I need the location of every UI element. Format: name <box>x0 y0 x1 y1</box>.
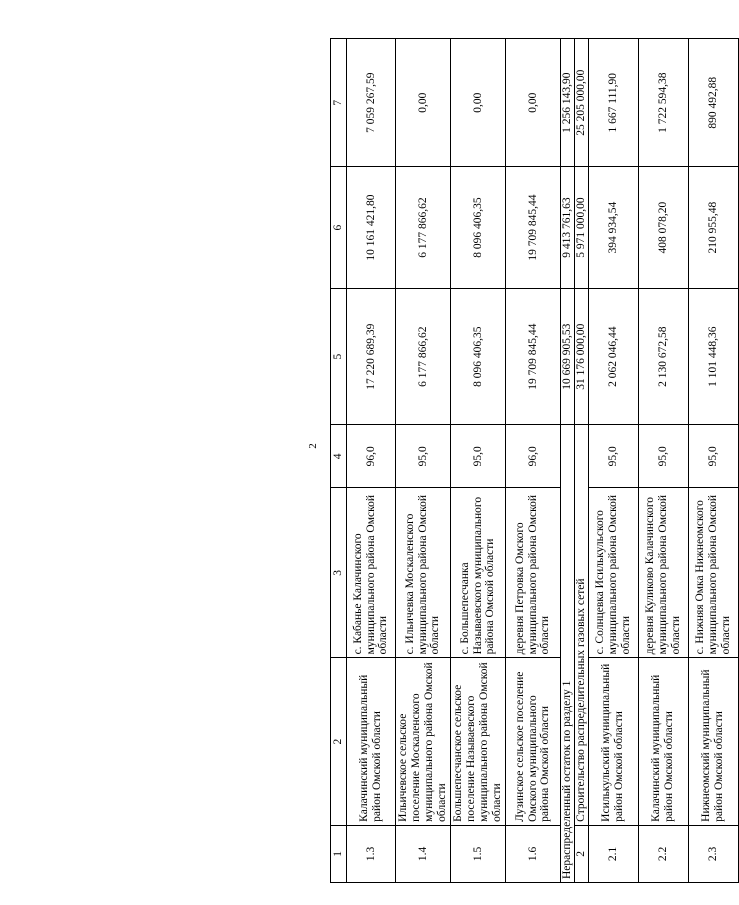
col6-cell: 10 161 421,80 <box>347 167 396 288</box>
remainder-row <box>561 39 575 883</box>
col6-cell: 6 177 866,62 <box>396 167 451 288</box>
row-number: 1.4 <box>396 825 451 882</box>
col6-cell: 19 709 845,44 <box>506 167 561 288</box>
percent-cell: 96,0 <box>506 425 561 488</box>
locality-cell: деревня Куликово Калачинского муниципального района Омской области <box>638 488 688 658</box>
total-cell: 8 096 406,35 <box>451 288 506 425</box>
col7-cell: 7 059 267,59 <box>347 39 396 167</box>
locality-cell: с. Кабанье Калачинского муниципального района Омской области <box>347 488 396 658</box>
table-row <box>506 39 561 883</box>
locality-cell: с. Нижняя Омка Нижнеомского муниципального района Омской области <box>688 488 738 658</box>
col7-cell: 1 667 111,90 <box>588 39 638 167</box>
table-row <box>347 39 396 883</box>
col6-cell: 394 934,54 <box>588 167 638 288</box>
col7-cell: 0,00 <box>451 39 506 167</box>
table-row <box>688 39 738 883</box>
header-cell: 6 <box>331 167 347 288</box>
total-cell: 1 101 448,36 <box>688 288 738 425</box>
distribution-table <box>330 38 739 883</box>
locality-cell: с. Большепесчанка Называевского муниципального района Омской области <box>451 488 506 658</box>
total-cell: 2 062 046,44 <box>588 288 638 425</box>
header-cell: 5 <box>331 288 347 425</box>
section-row <box>574 39 588 883</box>
remainder-total: 10 669 905,53 <box>561 288 575 425</box>
header-cell: 1 <box>331 825 347 882</box>
district-cell: Калачинский муниципальный район Омской области <box>347 658 396 825</box>
row-number: 1.3 <box>347 825 396 882</box>
table-row <box>451 39 506 883</box>
percent-cell: 96,0 <box>347 425 396 488</box>
header-cell: 2 <box>331 658 347 825</box>
rotated-page <box>330 38 732 883</box>
table-row <box>588 39 638 883</box>
remainder-col6: 9 413 761,63 <box>561 167 575 288</box>
col7-cell: 0,00 <box>396 39 451 167</box>
locality-cell: с. Ильичевка Москаленского муниципального района Омской области <box>396 488 451 658</box>
total-cell: 2 130 672,58 <box>638 288 688 425</box>
remainder-col7: 1 256 143,90 <box>561 39 575 167</box>
total-cell: 19 709 845,44 <box>506 288 561 425</box>
percent-cell: 95,0 <box>638 425 688 488</box>
percent-cell: 95,0 <box>688 425 738 488</box>
col7-cell: 1 722 594,38 <box>638 39 688 167</box>
row-number: 1.6 <box>506 825 561 882</box>
district-cell: Ильичевское сельское поселение Москаленского муниципального района Омской области <box>396 658 451 825</box>
section-number: 2 <box>574 825 588 882</box>
district-cell: Лузинское сельское поселение Омского муниципального района Омской области <box>506 658 561 825</box>
district-cell: Исилькульский муниципальный район Омской области <box>588 658 638 825</box>
remainder-label: Нераспределенный остаток по разделу 1 <box>561 425 575 883</box>
section-col7: 25 205 000,00 <box>574 39 588 167</box>
locality-cell: с. Солнцевка Исилькульского муниципального района Омской области <box>588 488 638 658</box>
col6-cell: 408 078,20 <box>638 167 688 288</box>
percent-cell: 95,0 <box>588 425 638 488</box>
col6-cell: 8 096 406,35 <box>451 167 506 288</box>
row-number: 1.5 <box>451 825 506 882</box>
table-row <box>638 39 688 883</box>
header-row <box>331 39 347 883</box>
total-cell: 6 177 866,62 <box>396 288 451 425</box>
row-number: 2.2 <box>638 825 688 882</box>
percent-cell: 95,0 <box>451 425 506 488</box>
col7-cell: 0,00 <box>506 39 561 167</box>
district-cell: Большепесчанское сельское поселение Называевского муниципального района Омской области <box>451 658 506 825</box>
col7-cell: 890 492,88 <box>688 39 738 167</box>
section-title: Строительство распределительных газовых сетей <box>574 425 588 825</box>
row-number: 2.1 <box>588 825 638 882</box>
percent-cell: 95,0 <box>396 425 451 488</box>
col6-cell: 210 955,48 <box>688 167 738 288</box>
row-number: 2.3 <box>688 825 738 882</box>
district-cell: Калачинский муниципальный район Омской области <box>638 658 688 825</box>
district-cell: Нижнеомский муниципальный район Омской области <box>688 658 738 825</box>
section-total: 31 176 000,00 <box>574 288 588 425</box>
section-col6: 5 971 000,00 <box>574 167 588 288</box>
header-cell: 3 <box>331 488 347 658</box>
table-row <box>396 39 451 883</box>
page-number: 2 <box>306 443 319 449</box>
total-cell: 17 220 689,39 <box>347 288 396 425</box>
locality-cell: деревня Петровка Омского муниципального района Омской области <box>506 488 561 658</box>
header-cell: 4 <box>331 425 347 488</box>
header-cell: 7 <box>331 39 347 167</box>
